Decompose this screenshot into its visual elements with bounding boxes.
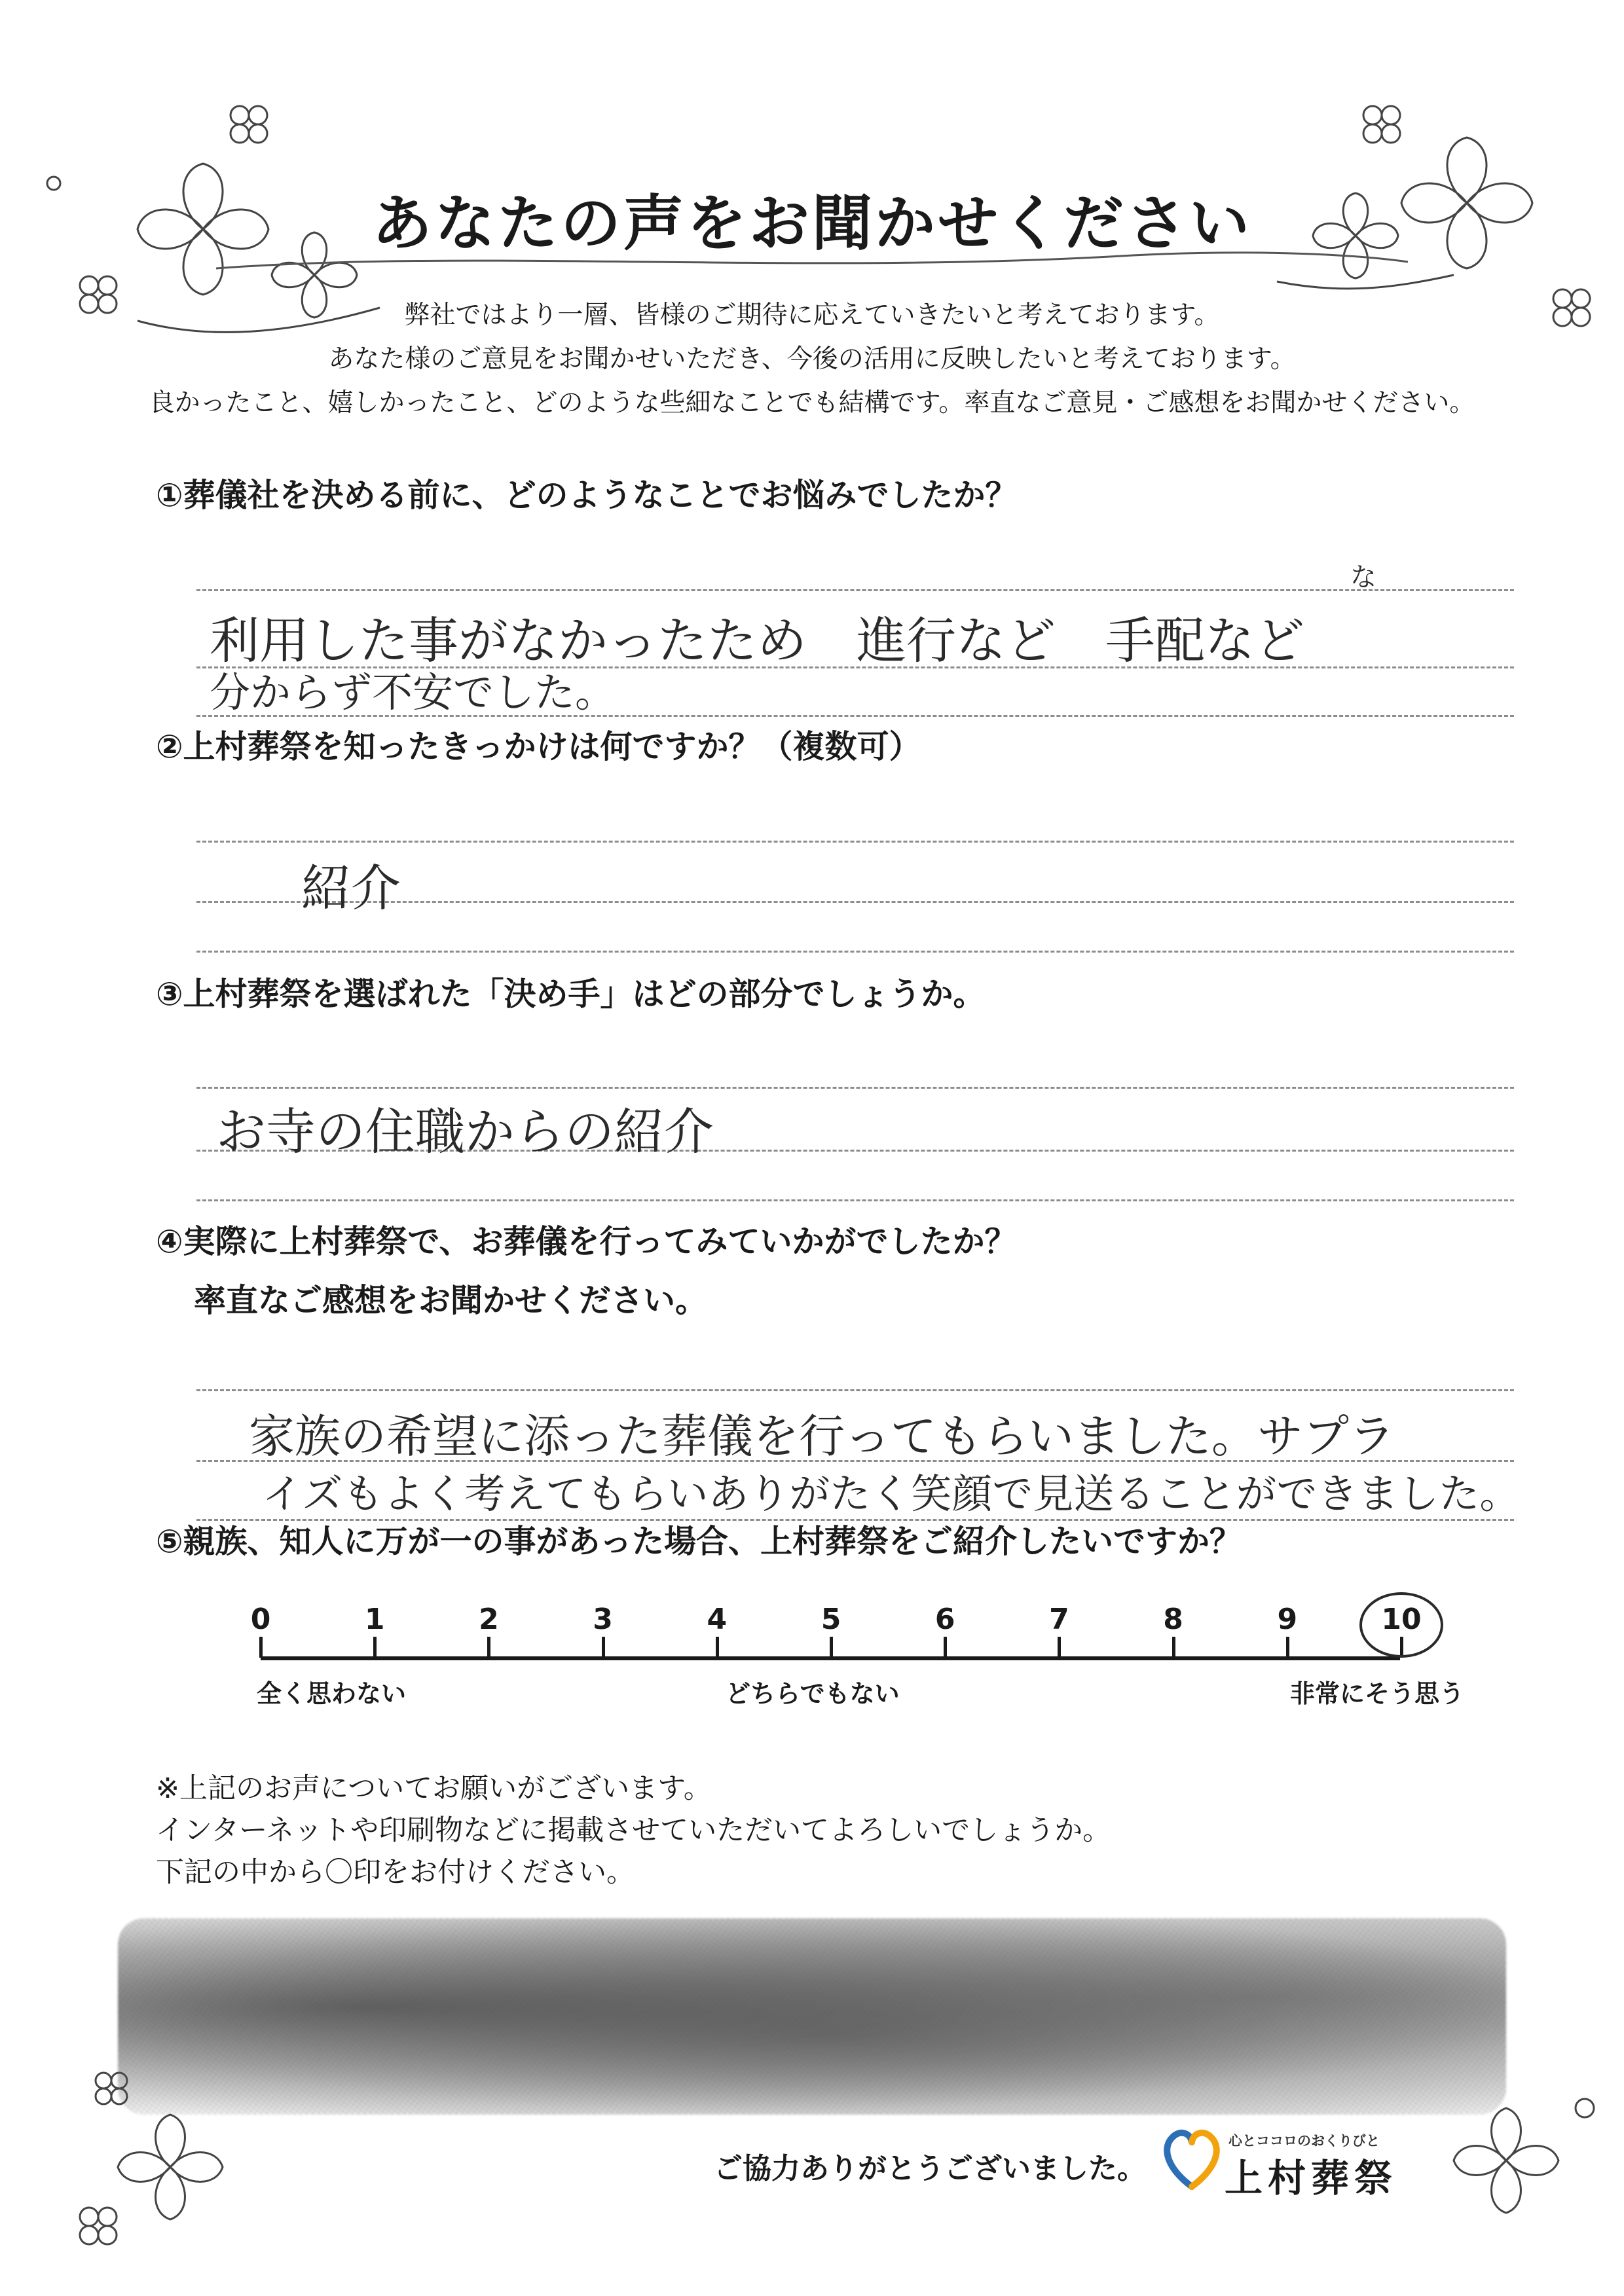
intro-line: 弊社ではより一層、皆様のご期待に応えていきたいと考えております。 xyxy=(404,301,1220,330)
redacted-area xyxy=(118,1918,1506,2115)
page-title: あなたの声をお聞かせください xyxy=(371,189,1252,259)
scale-tick xyxy=(1286,1637,1289,1658)
scale-number-9[interactable]: 9 xyxy=(1277,1603,1298,1636)
scale-number-1[interactable]: 1 xyxy=(364,1603,385,1636)
intro-line: あなた様のご意見をお聞かせいただき、今後の活用に反映したいと考えております。 xyxy=(328,344,1296,374)
handwritten-answer-1-line-1: 利用した事がなかったため 進行など 手配など xyxy=(210,611,1304,670)
logo-name: 上村葬祭 xyxy=(1225,2156,1398,2200)
handwritten-answer-4-line-1: 家族の希望に添った葬儀を行ってもらいました。サプラ xyxy=(249,1410,1395,1463)
scale-tick xyxy=(944,1637,947,1658)
heart-logo-icon xyxy=(1159,2121,1225,2196)
note-line: 下記の中から〇印をお付けください。 xyxy=(156,1856,635,1889)
answer-line xyxy=(196,589,1514,591)
handwritten-answer-2: 紹介 xyxy=(301,859,401,917)
question-4: ④実際に上村葬祭で、お葬儀を行ってみていかがでしたか？ xyxy=(156,1223,1017,1260)
logo-tagline: 心とココロのおくりびと xyxy=(1228,2133,1380,2149)
scale-number-8[interactable]: 8 xyxy=(1163,1603,1183,1636)
question-1: ①葬儀社を決める前に、どのようなことでお悩みでしたか？ xyxy=(156,477,1018,514)
question-2: ②上村葬祭を知ったきっかけは何ですか？（複数可） xyxy=(156,728,921,765)
question-5: ⑤親族、知人に万が一の事があった場合、上村葬祭をご紹介したいですか？ xyxy=(156,1523,1242,1560)
scale-number-5[interactable]: 5 xyxy=(821,1603,841,1636)
intro-line: 良かったこと、嬉しかったこと、どのような些細なことでも結構です。率直なご意見・ご感想をお聞かせください。 xyxy=(149,388,1475,418)
answer-line xyxy=(196,951,1514,953)
scale-high-label: 非常にそう思う xyxy=(1290,1679,1465,1708)
scale-tick xyxy=(373,1637,377,1658)
scale-tick xyxy=(716,1637,719,1658)
scale-tick xyxy=(1058,1637,1061,1658)
scale-number-7[interactable]: 7 xyxy=(1049,1603,1069,1636)
intro-text xyxy=(0,293,1624,425)
scale-tick xyxy=(487,1637,490,1658)
scale-tick xyxy=(259,1637,263,1658)
handwritten-correction: な xyxy=(1350,562,1376,592)
scale-number-4[interactable]: 4 xyxy=(707,1603,728,1636)
question-3: ③上村葬祭を選ばれた「決め手」はどの部分でしょうか。 xyxy=(156,975,986,1013)
scale-tick xyxy=(1172,1637,1175,1658)
permission-note xyxy=(156,1768,1111,1893)
scale-number-0[interactable]: 0 xyxy=(250,1603,271,1636)
handwritten-answer-3: お寺の住職からの紹介 xyxy=(216,1102,714,1161)
scale-number-2[interactable]: 2 xyxy=(479,1603,499,1636)
scale-mid-label: どちらでもない xyxy=(726,1679,900,1708)
thanks-message: ご協力ありがとうございました。 xyxy=(714,2152,1146,2185)
answer-line xyxy=(196,1199,1514,1201)
scale-number-3[interactable]: 3 xyxy=(593,1603,613,1636)
selected-rating-circle xyxy=(1359,1592,1443,1658)
scale-number-10[interactable]: 10 xyxy=(1381,1603,1422,1636)
scale-tick xyxy=(830,1637,833,1658)
scale-low-label: 全く思わない xyxy=(257,1679,407,1708)
answer-line xyxy=(196,841,1514,843)
note-line: インターネットや印刷物などに掲載させていただいてよろしいでしょうか。 xyxy=(156,1814,1111,1847)
note-line: ※上記のお声についてお願いがございます。 xyxy=(156,1772,712,1805)
answer-line xyxy=(196,1087,1514,1089)
handwritten-answer-1-line-2: 分からず不安でした。 xyxy=(210,668,616,716)
scale-tick xyxy=(602,1637,605,1658)
question-4-sub: 率直なご感想をお聞かせください。 xyxy=(194,1282,708,1319)
scale-number-6[interactable]: 6 xyxy=(934,1603,955,1636)
answer-line xyxy=(196,1389,1514,1391)
handwritten-answer-4-line-2: イズもよく考えてもらいありがたく笑顔で見送ることができました。 xyxy=(262,1470,1521,1518)
title-swirl-decoration xyxy=(216,242,1408,284)
